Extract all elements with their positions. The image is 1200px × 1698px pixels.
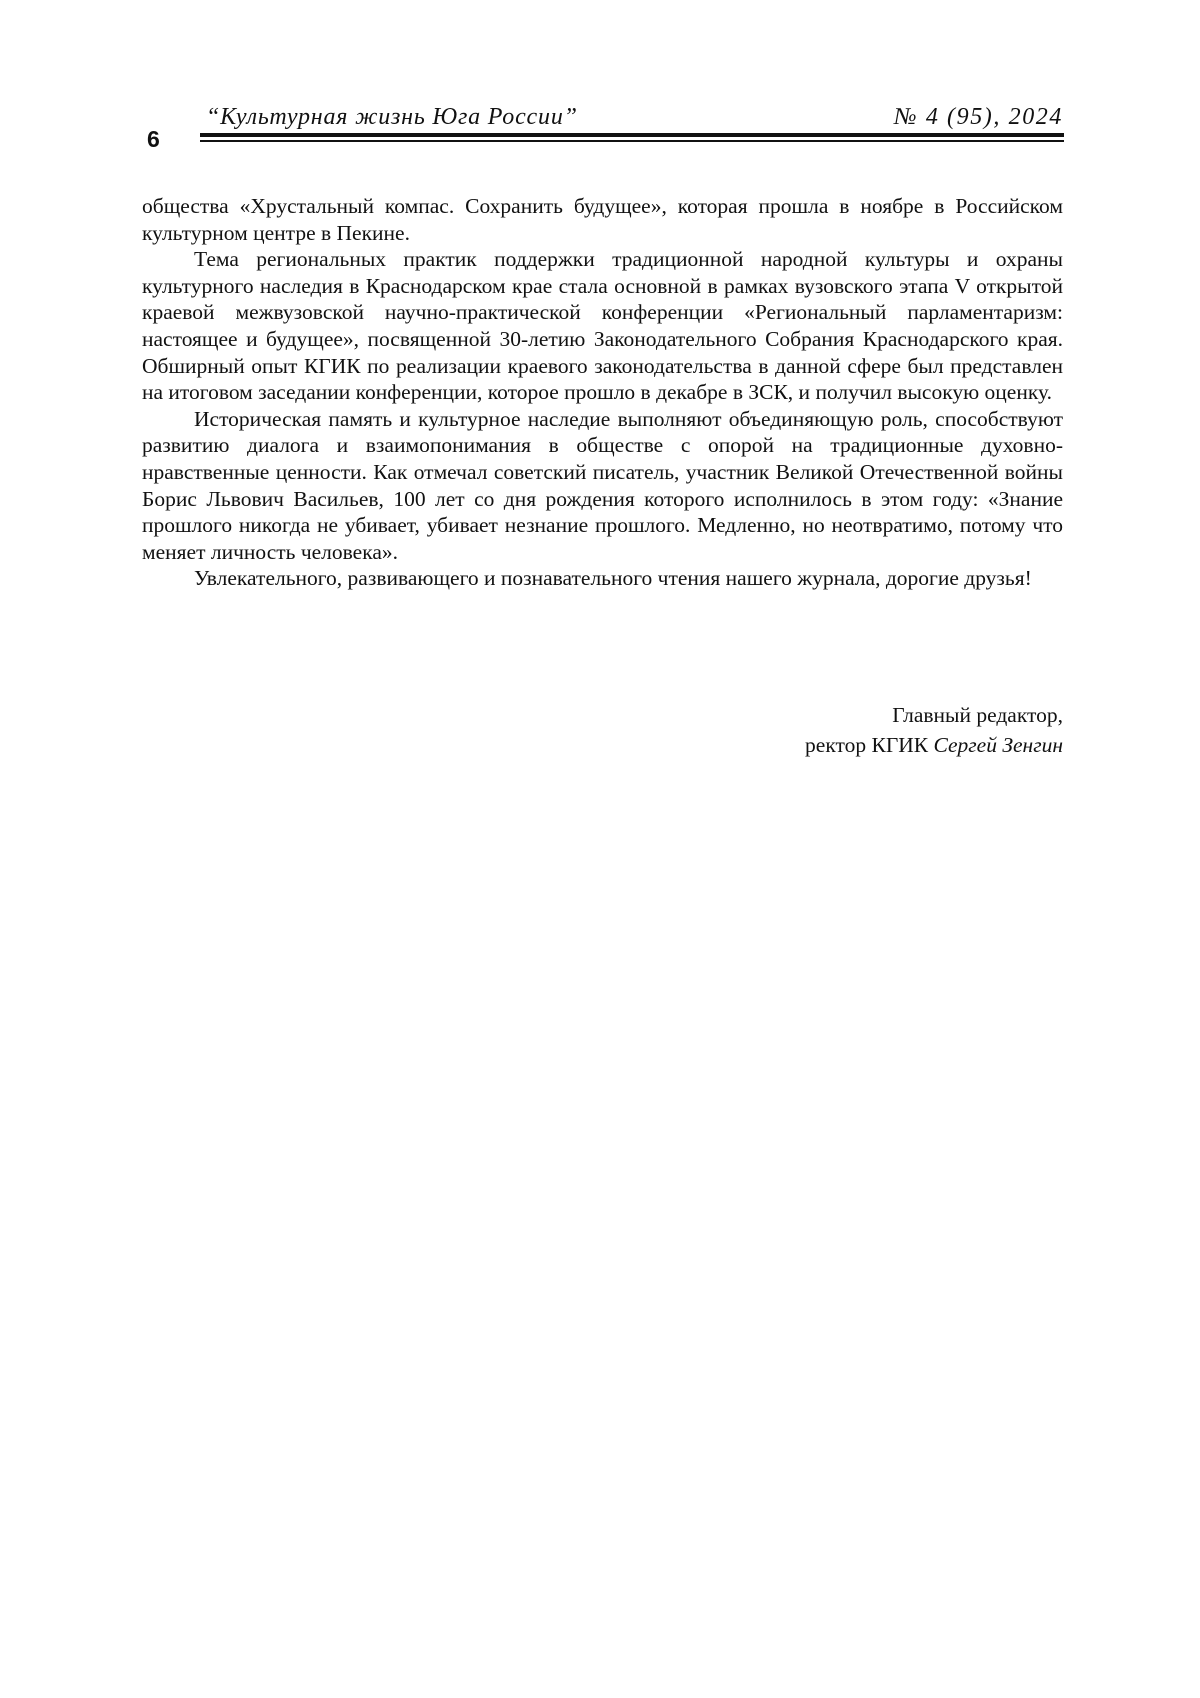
- issue-info: № 4 (95), 2024: [894, 102, 1063, 132]
- document-page: [0, 0, 1200, 1698]
- signature-block: [805, 700, 1063, 760]
- journal-title: “Культурная жизнь Юга России”: [206, 102, 578, 132]
- paragraph-historical-memory: Историческая память и культурное наследие выполняют объединяющую роль, способствуют развитию диалога и взаимопонимания в обществе с опорой на традиционные духовно-нравственные ценности. Как отмечал советский писатель, участник Великой Отечественной войны Борис Львович Васильев, 100 лет со дня рождения которого исполнилось в этом году: «Знание прошлого никогда не убивает, убивает незнание прошлого. Медленно, но неотвратимо, потому что меняет личность человека».: [142, 406, 1063, 566]
- signature-affiliation: ректор КГИК: [805, 733, 928, 757]
- paragraph-continuation: общества «Хрустальный компас. Сохранить будущее», которая прошла в ноябре в Российском культурном центре в Пекине.: [142, 193, 1063, 246]
- header-rule-thin: [200, 140, 1064, 142]
- paragraph-closing-wish: Увлекательного, развивающего и познавательного чтения нашего журнала, дорогие друзья!: [142, 565, 1063, 592]
- signature-position: Главный редактор,: [805, 700, 1063, 730]
- page-number: 6: [147, 124, 160, 154]
- paragraph-conference: Тема региональных практик поддержки традиционной народной культуры и охраны культурного наследия в Краснодарском крае стала основной в рамках вузовского этапа V открытой краевой межвузовской научно-практической конференции «Региональный парламентаризм: настоящее и будущее», посвященной 30-летию Законодательного Собрания Краснодарского края. Обширный опыт КГИК по реализации краевого законодательства в данной сфере был представлен на итоговом заседании конференции, которое прошло в декабре в ЗСК, и получил высокую оценку.: [142, 246, 1063, 406]
- running-head: [206, 102, 1063, 132]
- signature-name: Сергей Зенгин: [934, 733, 1064, 757]
- signature-line: [805, 730, 1063, 760]
- header-rule-thick: [200, 133, 1064, 137]
- article-body: [142, 193, 1063, 592]
